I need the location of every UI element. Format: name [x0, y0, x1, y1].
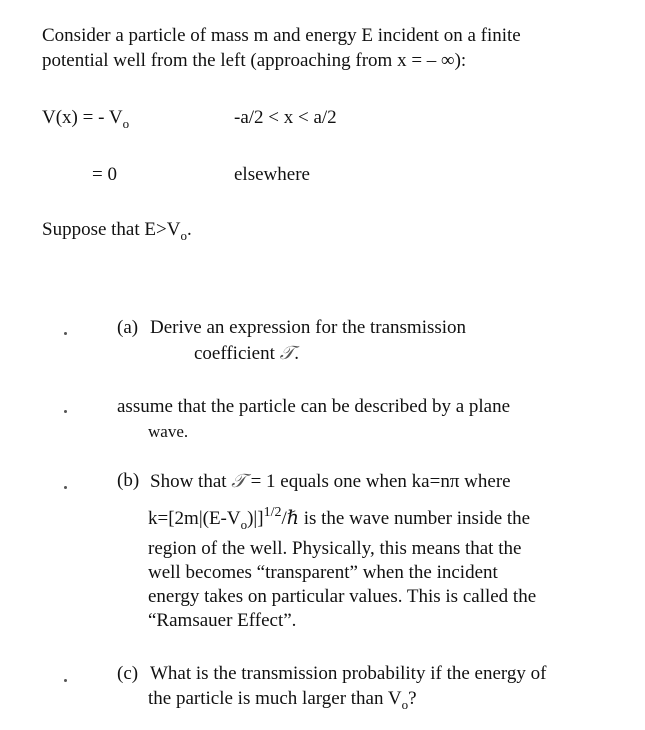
part-b-line-3: region of the well. Physically, this means that the	[148, 538, 522, 559]
suppose-line: Suppose that $E>V_o$.	[42, 219, 192, 243]
bullet-dot	[64, 486, 67, 489]
part-b-line-2: $k=[2m|(E-V_o)|]^{1/2}/\hbar$ is the wave number inside the	[148, 505, 531, 532]
condition-inside: -a/2 < x < a/2	[234, 107, 337, 128]
bullet-dot	[64, 332, 67, 335]
v-label: V(x)	[42, 107, 78, 128]
assume-line-1: assume that the particle can be described by a plane	[117, 396, 511, 417]
intro-line-2: potential well from the left (approaching from x = – ∞):	[42, 50, 467, 71]
transmission-symbol: 𝒯	[279, 342, 295, 364]
transmission-symbol: 𝒯	[231, 470, 246, 492]
intro-line-1: Consider a particle of mass m and energy E incident on a finite	[42, 25, 521, 46]
bullet-dot	[64, 679, 67, 682]
assume-line-2: wave.	[148, 422, 189, 441]
part-b-line-4: well becomes “transparent” when the incident	[148, 562, 498, 583]
equals-minus-v0: = - $V_o$	[82, 107, 130, 131]
part-a-label: (a)	[117, 317, 139, 338]
equals-zero: = 0	[92, 164, 117, 185]
part-b-line-1: Show that 𝒯 = 1 equals one when ka=nπ where	[150, 470, 511, 492]
part-b-line-6: “Ramsauer Effect”.	[148, 610, 297, 631]
condition-elsewhere: elsewhere	[234, 164, 310, 185]
part-a-line-2: coefficient 𝒯.	[194, 342, 299, 364]
part-c-line-2: the particle is much larger than $V_o$?	[148, 688, 417, 712]
part-c-line-1: What is the transmission probability if the energy of	[150, 663, 547, 684]
bullet-dot	[64, 410, 67, 413]
part-c-label: (c)	[117, 663, 139, 684]
part-b-line-5: energy takes on particular values. This is called the	[148, 586, 537, 607]
part-a-line-1: Derive an expression for the transmission	[150, 317, 467, 338]
part-b-label: (b)	[117, 470, 140, 491]
potential-line-1	[42, 106, 129, 131]
